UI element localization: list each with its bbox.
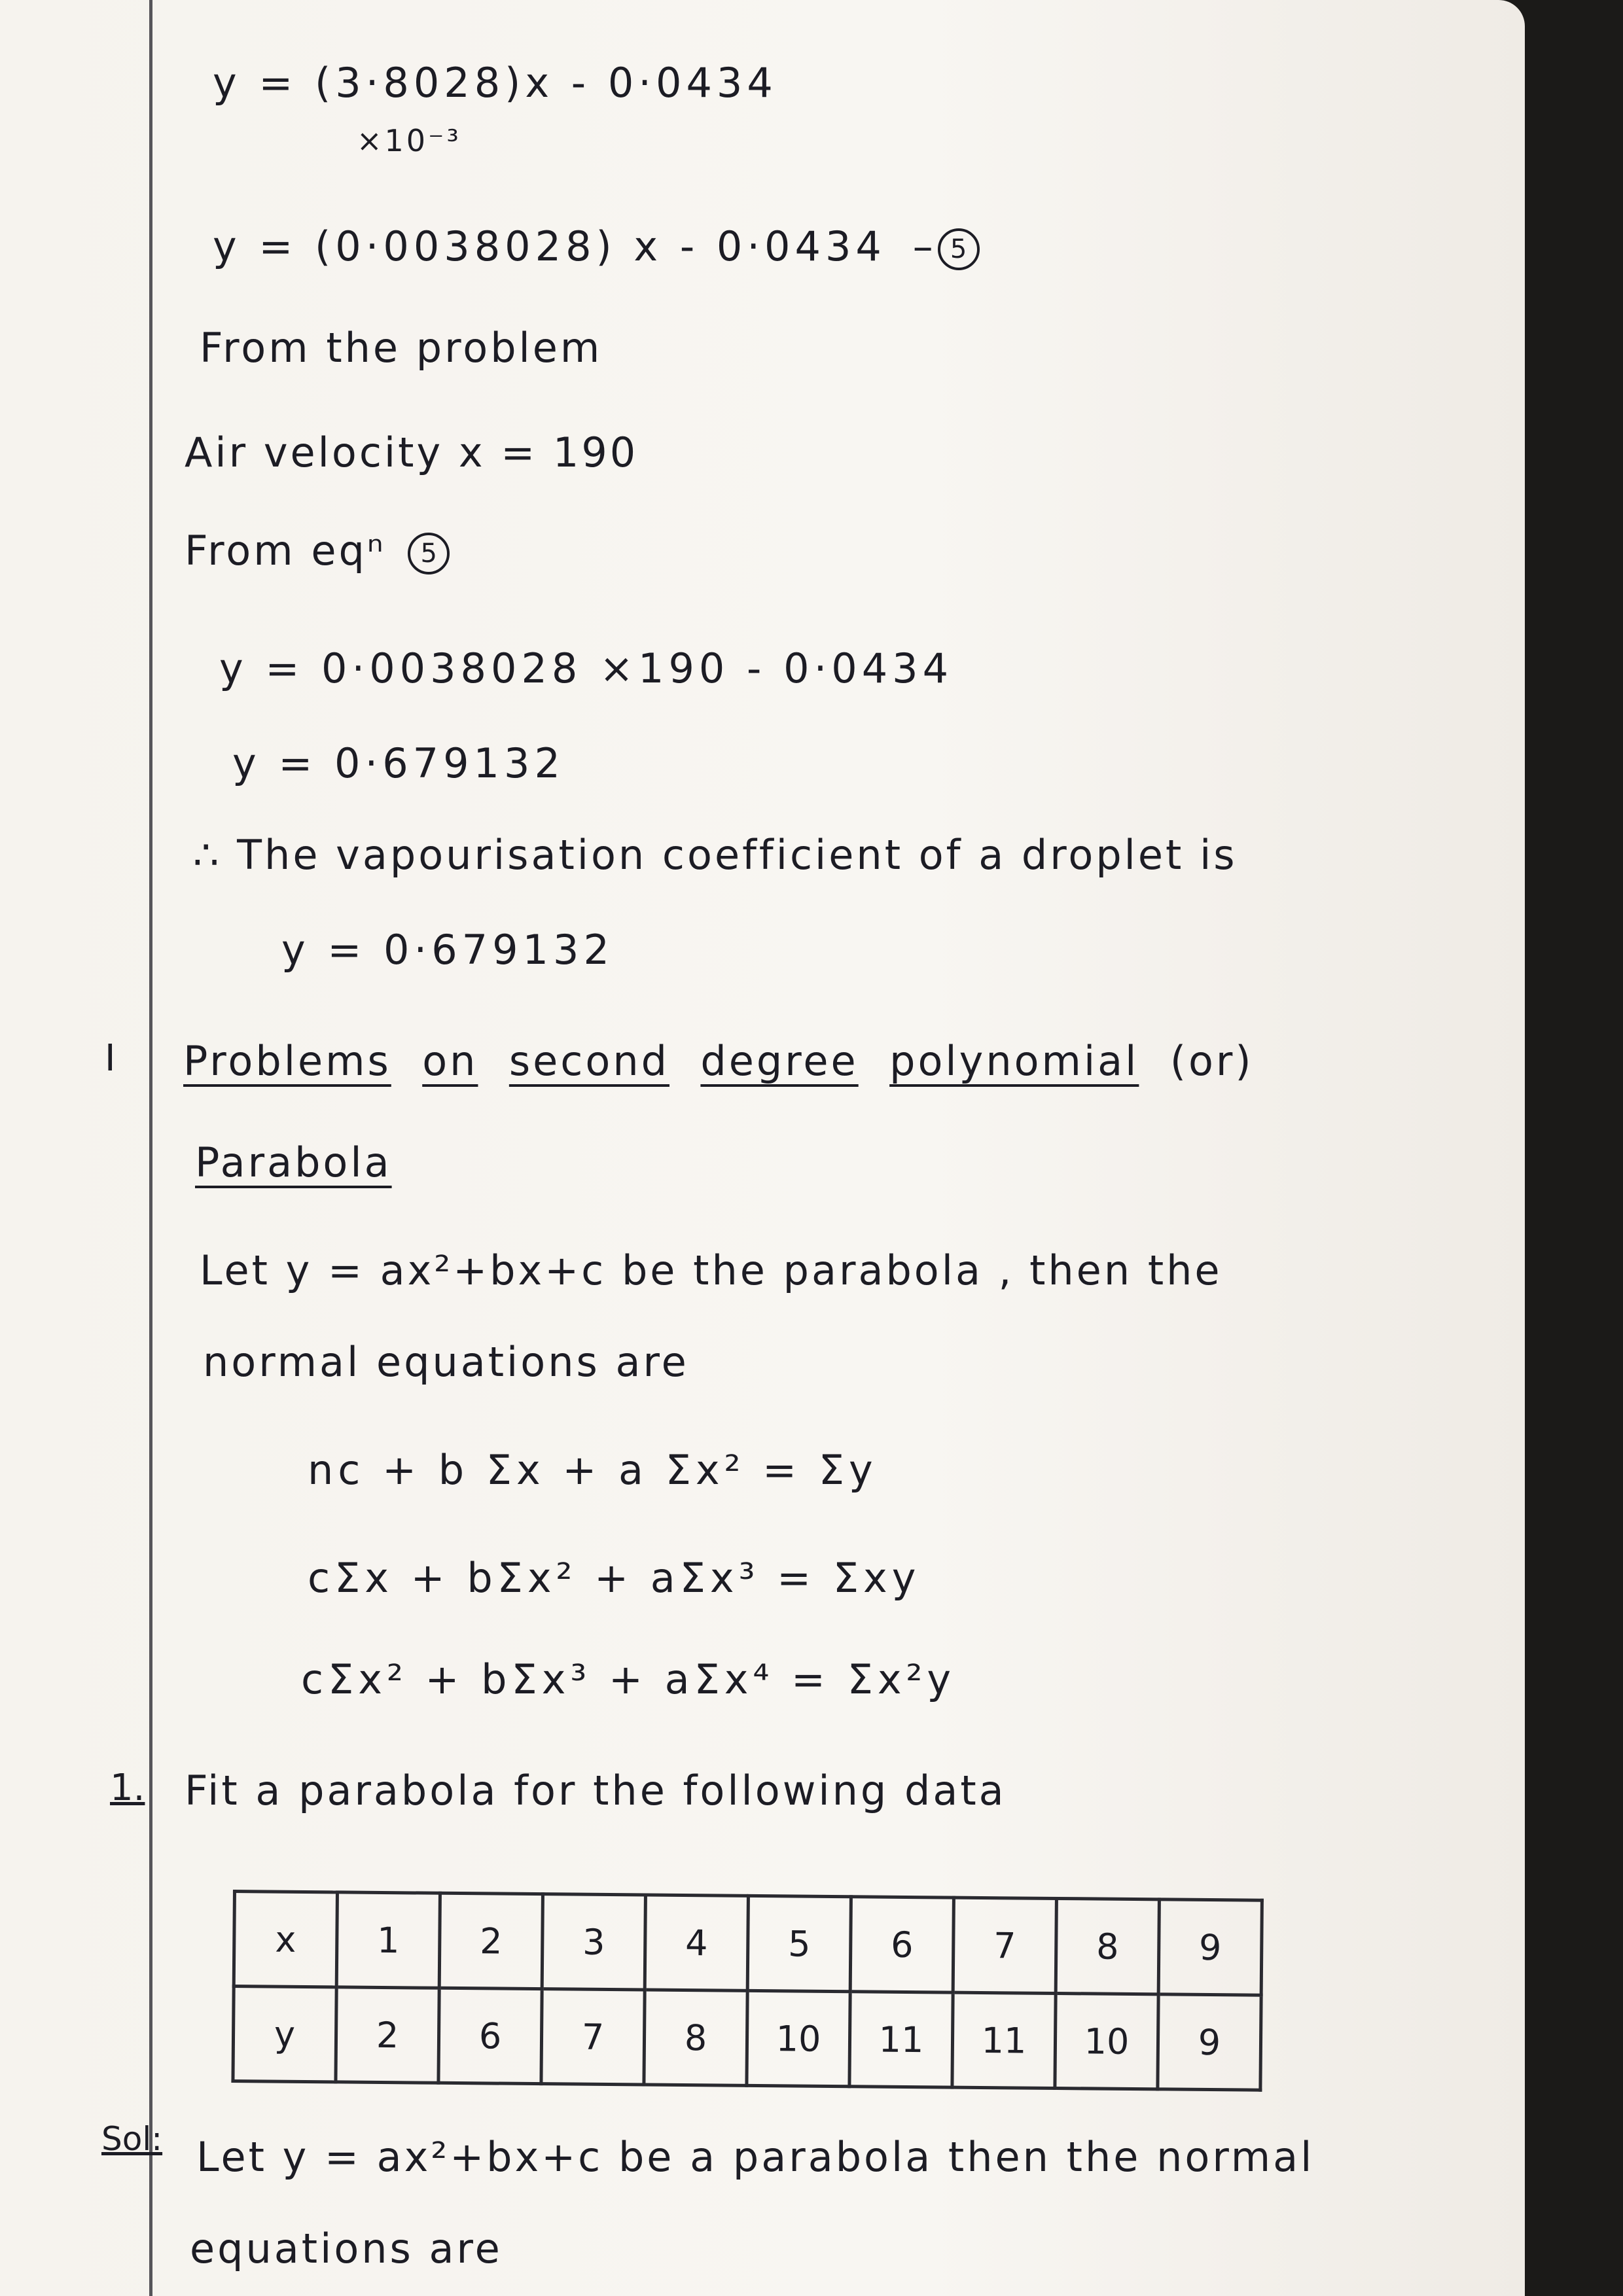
data-table [231,1890,1264,2092]
table-header-x: x [234,1892,337,1987]
table-cell-y: 11 [952,1992,1056,2088]
from-equation [185,527,450,574]
table-cell-x: 6 [850,1897,954,1992]
problem-statement: Fit a parabola for the following data [185,1767,1007,1814]
air-velocity: Air velocity x = 190 [185,429,639,476]
table-cell-x: 1 [336,1892,440,1988]
table-cell-y: 11 [849,1992,953,2087]
table-cell-x: 8 [1056,1898,1159,1994]
solution-label: Sol: [101,2120,163,2158]
section-title-word-4: degree [700,1037,859,1085]
table-row-y [233,1987,1261,2091]
table-row-x [234,1892,1262,1996]
solution-line-1: Let y = ax²+bx+c be a parabola then the normal [196,2133,1315,2181]
section-title-word-5: polynomial [889,1037,1139,1085]
from-the-problem: From the problem [200,324,603,372]
table-cell-y: 9 [1158,1994,1261,2090]
result: y = 0·679132 [232,739,565,787]
conclusion-value: y = 0·679132 [281,926,614,974]
table-cell-y: 8 [644,1990,747,2085]
table-cell-x: 7 [953,1898,1056,1993]
normal-equation-1: nc + b Σx + a Σx² = Σy [308,1446,878,1494]
margin-rule [149,0,152,2296]
table-cell-y: 6 [438,1988,542,2083]
solution-line-2: equations are [190,2225,503,2272]
margin-mark: I [105,1037,116,1080]
scale-factor: ×10⁻³ [357,123,461,158]
section-title-word-3: second [508,1037,669,1085]
section-title-word-1: Problems [183,1037,391,1085]
from-equation-text: From eqⁿ [185,527,386,574]
table-header-y: y [233,1987,336,2082]
table-cell-y: 10 [747,1990,850,2086]
section-subtitle: Parabola [195,1139,392,1186]
intro-line-1: Let y = ax²+bx+c be the parabola , then the [200,1246,1222,1294]
calculation: y = 0·0038028 ×190 - 0·0434 [219,645,954,692]
from-equation-tag: 5 [408,533,450,574]
table-cell-x: 2 [439,1893,543,1988]
equation-line-2: y = (0·0038028) x - 0·0434 – 5 [213,222,980,270]
table-cell-y: 10 [1055,1993,1158,2089]
section-title-word-2: on [422,1037,478,1085]
table-cell-x: 4 [645,1895,748,1990]
table-cell-x: 9 [1158,1899,1262,1995]
equation-5-tag: 5 [938,228,980,270]
intro-line-2: normal equations are [203,1338,689,1386]
table-cell-y: 2 [336,1987,439,2083]
equation-line-1: y = (3·8028)x - 0·0434 [213,59,777,107]
normal-equation-2: cΣx + bΣx² + aΣx³ = Σxy [308,1554,921,1602]
normal-equation-3: cΣx² + bΣx³ + aΣx⁴ = Σx²y [301,1655,956,1703]
conclusion: ∴ The vapourisation coefficient of a droplet is [193,831,1238,879]
section-title [183,1037,1254,1085]
table-cell-y: 7 [541,1989,645,2085]
equation-5-text: y = (0·0038028) x - 0·0434 [213,222,886,270]
section-title-word-6: (or) [1169,1037,1254,1085]
table-cell-x: 5 [747,1896,851,1991]
problem-number: 1. [110,1767,145,1809]
table-cell-x: 3 [542,1894,645,1990]
